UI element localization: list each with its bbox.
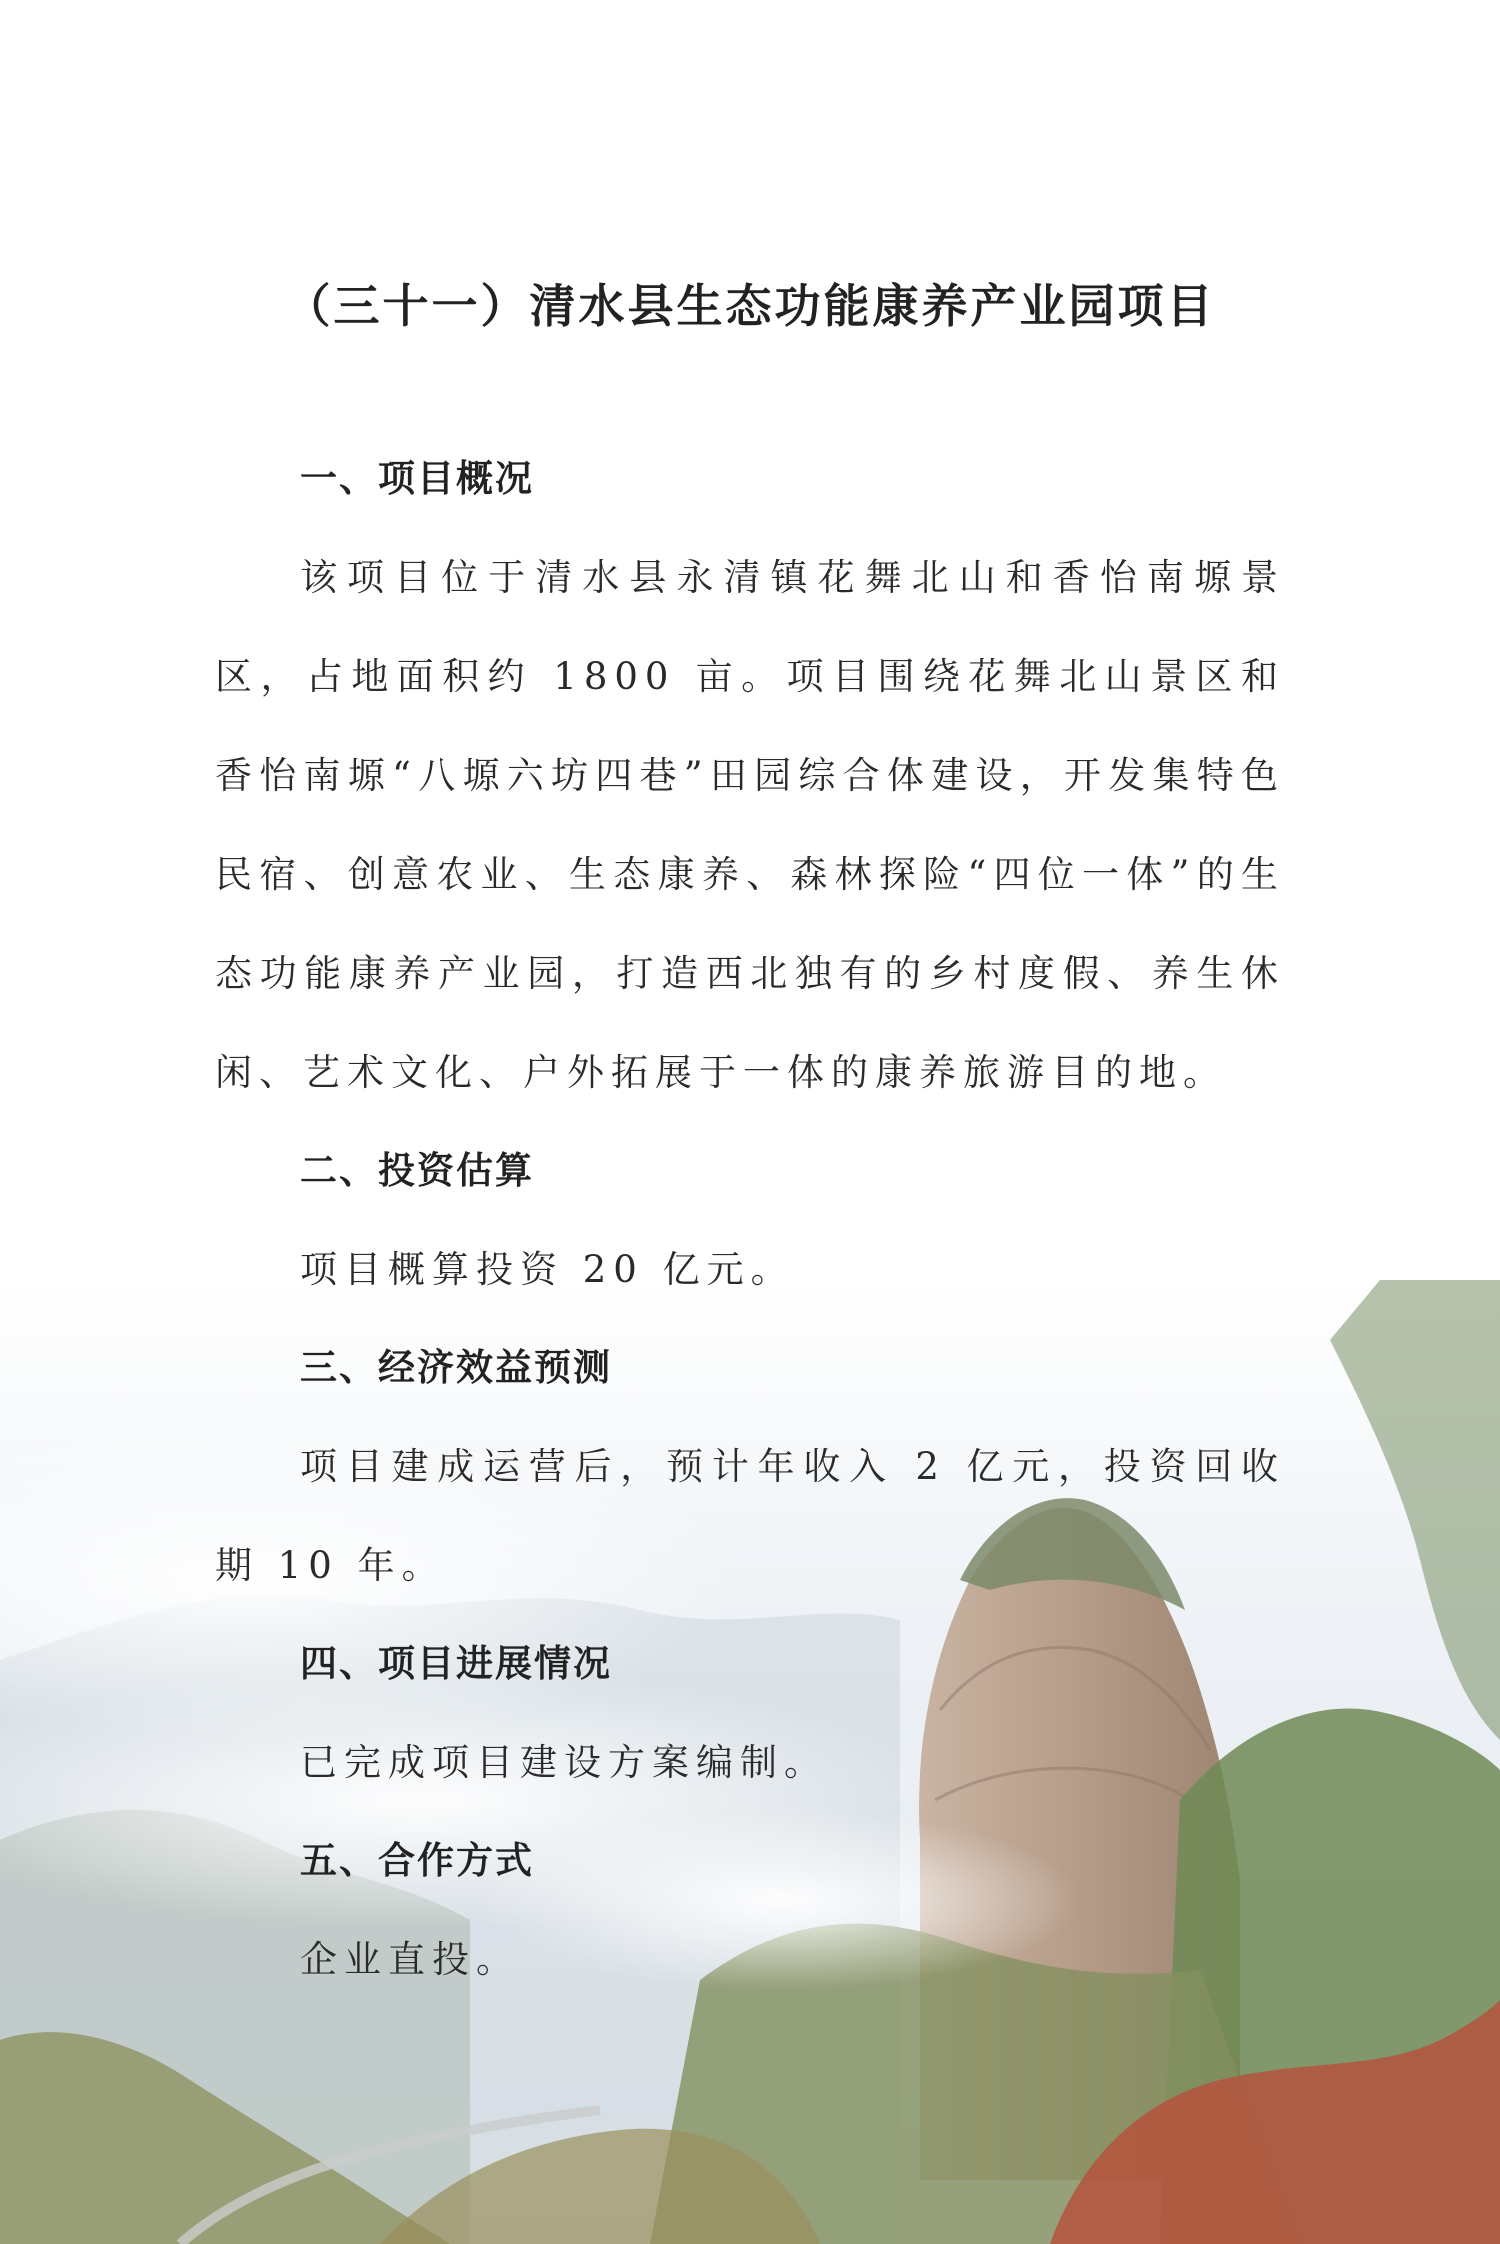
- section-progress: [215, 1615, 1285, 1812]
- section-paragraph: 已完成项目建设方案编制。: [300, 1741, 828, 1784]
- section-paragraph: 企业直投。: [300, 1938, 520, 1981]
- section-cooperation: [215, 1812, 1285, 2009]
- section-heading: 一、项目概况: [300, 457, 534, 500]
- section-heading: 四、项目进展情况: [300, 1642, 612, 1685]
- section-overview: [215, 430, 1285, 1122]
- section-heading: 五、合作方式: [300, 1839, 534, 1882]
- section-economic-benefit: [215, 1319, 1285, 1615]
- document-body: [215, 430, 1285, 2009]
- section-heading: 二、投资估算: [300, 1149, 534, 1192]
- section-heading: 三、经济效益预测: [300, 1346, 612, 1389]
- section-paragraph: 该项目位于清水县永清镇花舞北山和香怡南塬景区，占地面积约 1800 亩。项目围绕花舞北山景区和香怡南塬“八塬六坊四巷”田园综合体建设，开发集特色民宿、创意农业、生态康养、森林探险“四位一体”的生态功能康养产业园，打造西北独有的乡村度假、养生休闲、艺术文化、户外拓展于一体的康养旅游目的地。: [215, 556, 1285, 1094]
- section-investment: [215, 1122, 1285, 1319]
- document-title: （三十一）清水县生态功能康养产业园项目: [284, 279, 1216, 333]
- section-paragraph: 项目建成运营后，预计年收入 2 亿元，投资回收期 10 年。: [215, 1445, 1285, 1587]
- section-paragraph: 项目概算投资 20 亿元。: [300, 1248, 795, 1291]
